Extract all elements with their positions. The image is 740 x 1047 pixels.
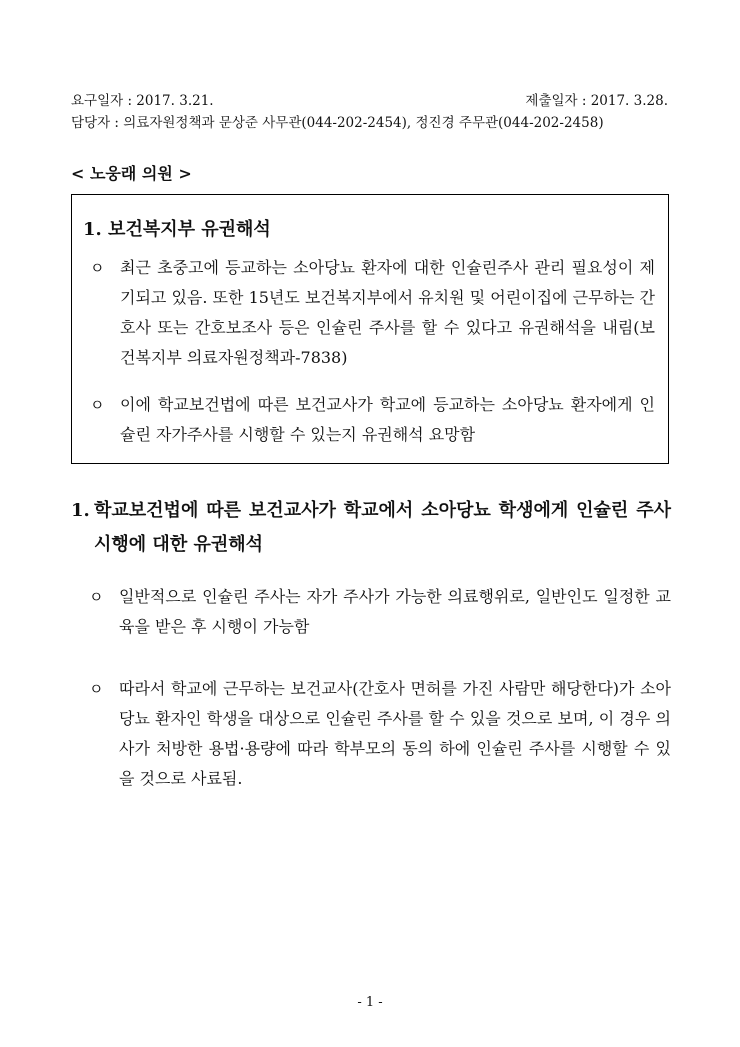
answer-item-text: 일반적으로 인슐린 주사는 자가 주사가 가능한 의료행위로, 일반인도 일정한 교육을 받은 후 시행이 가능함 [119, 587, 671, 636]
answer-number: 1. [71, 500, 90, 521]
question-item-text: 최근 초중고에 등교하는 소아당뇨 환자에 대한 인슐린주사 관리 필요성이 제기되고 있음. 또한 15년도 보건복지부에서 유치원 및 어린이집에 근무하는 간호사 또는 간호보조사 등은 인슐린 주사를 할 수 있다고 유권해석을 내림(보건복지부 의료자원정책과-7838) [120, 258, 655, 367]
bullet-icon: ㅇ [89, 680, 104, 698]
question-box [71, 194, 669, 464]
answer-item [89, 582, 671, 642]
answer-title: 학교보건법에 따른 보건교사가 학교에서 소아당뇨 학생에게 인슐린 주사 시행에 대한 유권해석 [94, 500, 671, 555]
bullet-icon: ㅇ [90, 259, 105, 277]
question-title: 1. 보건복지부 유권해석 [83, 219, 271, 240]
bullet-icon: ㅇ [89, 588, 104, 606]
question-item-text: 이에 학교보건법에 따른 보건교사가 학교에 등교하는 소아당뇨 환자에게 인슐린 자가주사를 시행할 수 있는지 유권해석 요망함 [120, 395, 655, 444]
request-date: 요구일자 : 2017. 3.21. [71, 93, 214, 109]
bullet-icon: ㅇ [90, 396, 105, 414]
answer-heading [71, 494, 671, 562]
answer-item [89, 674, 671, 794]
submit-date: 제출일자 : 2017. 3.28. [525, 93, 668, 109]
answer-item-text: 따라서 학교에 근무하는 보건교사(간호사 면허를 가진 사람만 해당한다)가 소아당뇨 환자인 학생을 대상으로 인슐린 주사를 할 수 있을 것으로 보며, 이 경우 의사가 처방한 용법·용량에 따라 학부모의 동의 하에 인슐린 주사를 시행할 수 있을 것으로 사료됨. [119, 679, 671, 788]
page-number: - 1 - [357, 995, 383, 1010]
question-item [90, 253, 655, 373]
question-item [90, 390, 655, 450]
member-heading: < 노웅래 의원 > [71, 164, 192, 183]
manager-info: 담당자 : 의료자원정책과 문상준 사무관(044-202-2454), 정진경 주무관(044-202-2458) [71, 115, 604, 131]
